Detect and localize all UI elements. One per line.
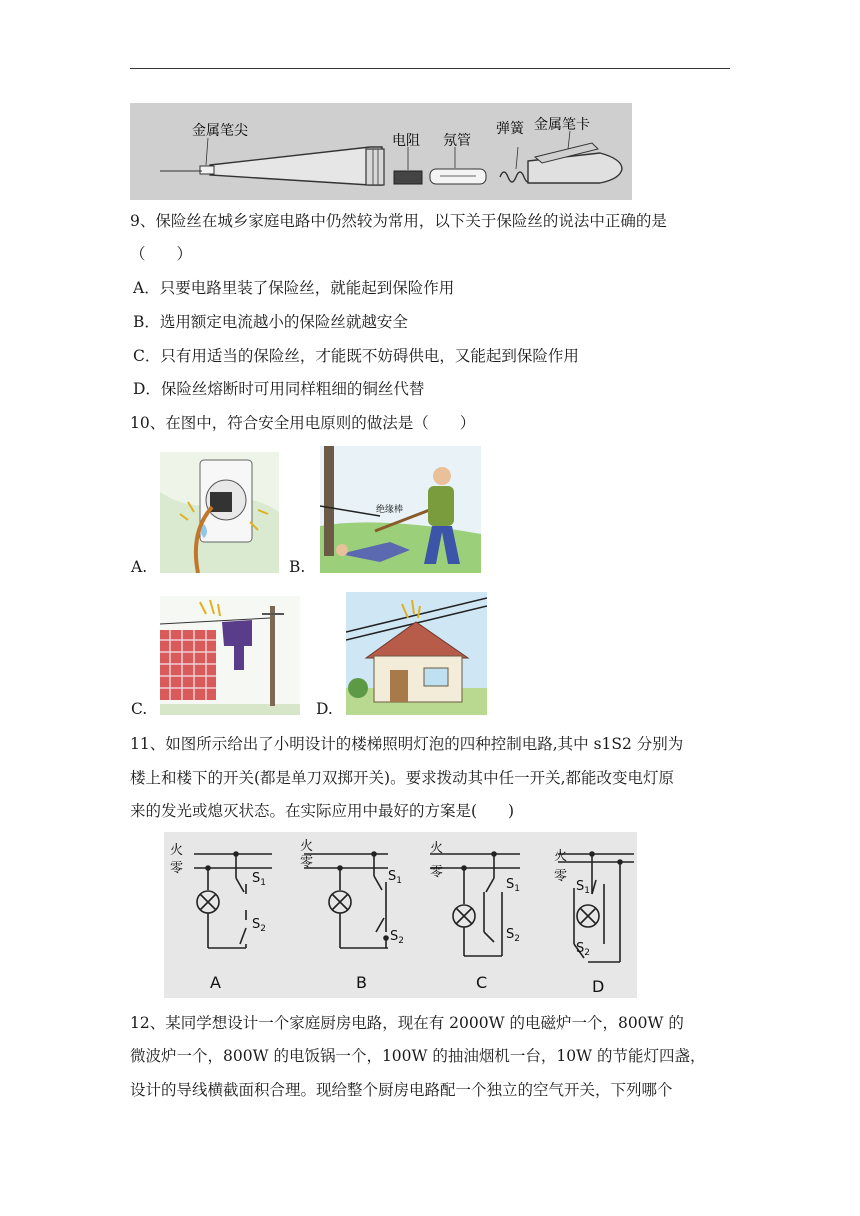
q12-line2: 微波炉一个，800W 的电饭锅一个，100W 的抽油烟机一台，10W 的节能灯四盏， bbox=[130, 1047, 706, 1065]
circuit-c-s1-sub: 1 bbox=[514, 884, 520, 894]
circuit-d-live: 火 bbox=[554, 849, 568, 864]
q12-line1: 12、某同学想设计一个家庭厨房电路，现在有 2000W 的电磁炉一个，800W 的 bbox=[130, 1014, 684, 1032]
circuit-label-b: B bbox=[356, 973, 367, 992]
label-clip: 金属笔卡 bbox=[534, 117, 590, 133]
q11-line3: 来的发光或熄灭状态。在实际应用中最好的方案是( ) bbox=[130, 802, 515, 820]
q12-line3: 设计的导线横截面积合理。现给整个厨房电路配一个独立的空气开关，下列哪个 bbox=[130, 1081, 673, 1099]
q10-stem: 10、在图中，符合安全用电原则的做法是（ ） bbox=[130, 414, 476, 432]
q10-label-a: A. bbox=[131, 558, 148, 576]
header-rule bbox=[130, 68, 730, 69]
circuit-c-s1: S bbox=[506, 877, 515, 892]
circuit-b-s2: S bbox=[390, 929, 399, 944]
q10-label-c: C. bbox=[131, 700, 148, 718]
q10-label-b: B. bbox=[289, 558, 306, 576]
circuit-c-s2: S bbox=[506, 927, 515, 942]
circuit-d-s1: S bbox=[576, 879, 585, 894]
q9-option-d: D．保险丝熔断时可用同样粗细的铜丝代替 bbox=[133, 380, 425, 398]
circuit-a-neutral: 零 bbox=[170, 861, 184, 876]
label-tip: 金属笔尖 bbox=[192, 123, 248, 139]
circuit-a-s1: S bbox=[252, 871, 261, 886]
q10-image-a-wet-plug bbox=[160, 452, 279, 573]
q11-line2: 楼上和楼下的开关(都是单刀双掷开关)。要求拨动其中任一开关,都能改变电灯原 bbox=[130, 769, 675, 787]
label-resistor: 电阻 bbox=[392, 133, 420, 149]
circuit-label-d: D bbox=[592, 977, 605, 996]
q9-option-b: B．选用额定电流越小的保险丝就越安全 bbox=[133, 313, 408, 331]
q10-image-d-house-under-wire bbox=[346, 592, 487, 715]
circuit-c-s2-sub: 2 bbox=[514, 934, 520, 944]
circuit-c-live: 火 bbox=[430, 841, 444, 856]
q10-stick-label: 绝缘棒 bbox=[376, 505, 404, 515]
q11-line1: 11、如图所示给出了小明设计的楼梯照明灯泡的四种控制电路,其中 s1S2 分别为 bbox=[130, 735, 684, 753]
q11-circuit-figure bbox=[164, 832, 637, 998]
circuit-d-s1-sub: 1 bbox=[584, 886, 590, 896]
circuit-b-neutral: 零 bbox=[300, 855, 314, 870]
q10-label-d: D. bbox=[316, 700, 333, 718]
circuit-b-s2-sub: 2 bbox=[398, 936, 404, 946]
test-pen-figure bbox=[130, 103, 632, 200]
circuit-a-s2-sub: 2 bbox=[260, 924, 266, 934]
q9-option-c: C．只有用适当的保险丝，才能既不妨碍供电，又能起到保险作用 bbox=[133, 347, 579, 365]
circuit-a-s2: S bbox=[252, 917, 261, 932]
circuit-c-neutral: 零 bbox=[430, 865, 444, 880]
q10-image-b-insulated-stick bbox=[320, 446, 481, 573]
circuit-b-s1: S bbox=[388, 869, 397, 884]
circuit-label-a: A bbox=[210, 973, 221, 992]
circuit-d-neutral: 零 bbox=[554, 869, 568, 884]
circuit-a-s1-sub: 1 bbox=[260, 878, 266, 888]
circuit-b-live: 火 bbox=[300, 839, 314, 854]
circuit-d-s2-sub: 2 bbox=[584, 948, 590, 958]
q9-stem-line2: （ ） bbox=[130, 245, 193, 263]
circuit-a-live: 火 bbox=[170, 843, 184, 858]
q9-option-a: A．只要电路里装了保险丝，就能起到保险作用 bbox=[133, 279, 455, 297]
circuit-label-c: C bbox=[476, 973, 488, 992]
q9-stem-line1: 9、保险丝在城乡家庭电路中仍然较为常用，以下关于保险丝的说法中正确的是 bbox=[130, 212, 667, 230]
q10-image-c-clothes-on-wire bbox=[160, 596, 300, 715]
label-spring: 弹簧 bbox=[496, 121, 524, 137]
label-neon: 氖管 bbox=[443, 133, 471, 149]
circuit-b-s1-sub: 1 bbox=[396, 876, 402, 886]
circuit-d-s2: S bbox=[576, 941, 585, 956]
